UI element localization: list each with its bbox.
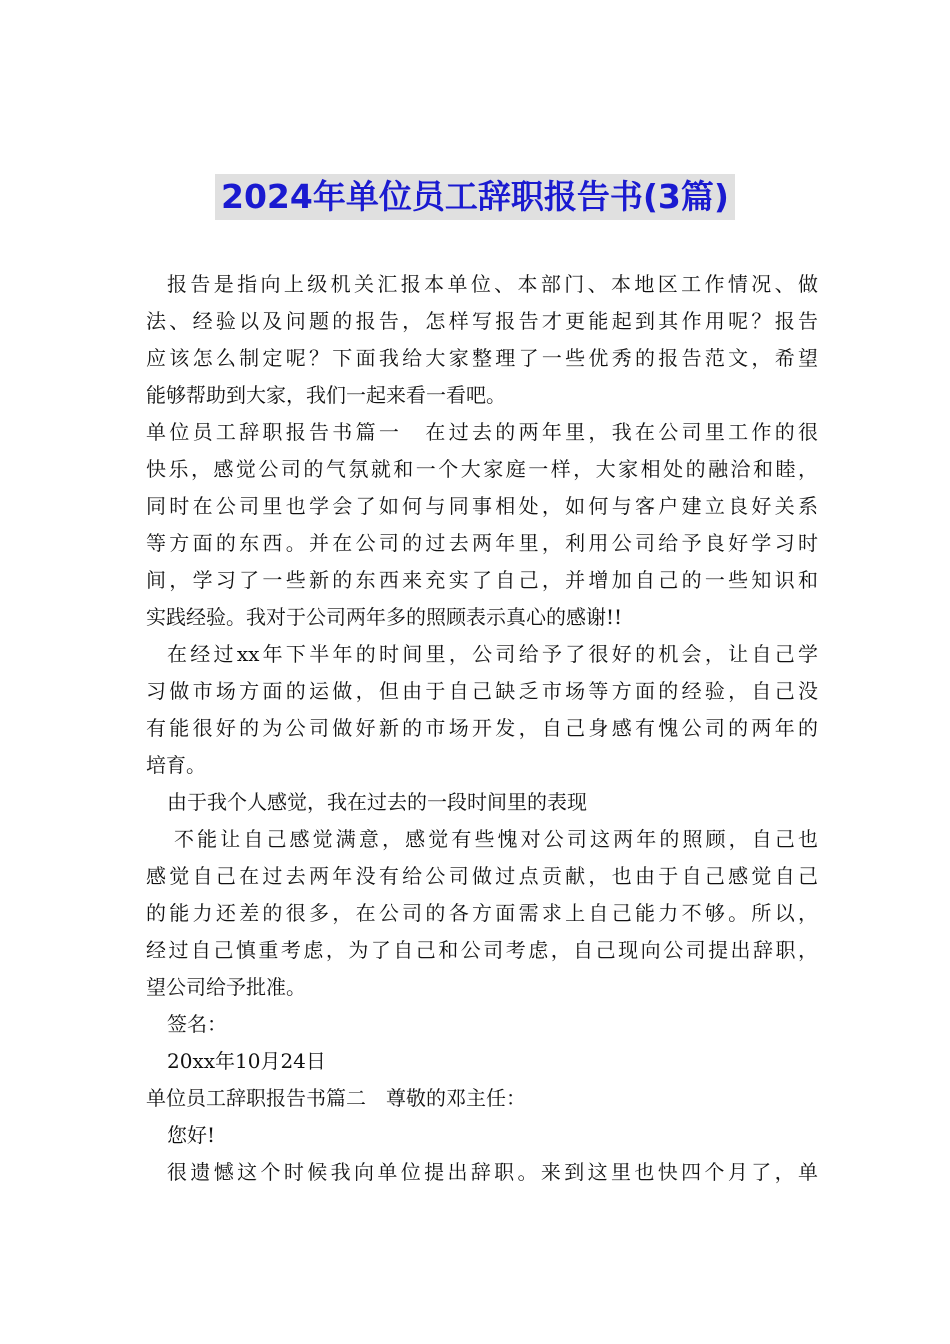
date-line: 20xx年10月24日 <box>167 1049 326 1073</box>
body-line: 不能让自己感觉满意，感觉有些愧对公司这两年的照顾，自己也 <box>174 827 818 851</box>
body-line: 应该怎么制定呢？下面我给大家整理了一些优秀的报告范文，希望 <box>146 346 818 370</box>
title-wrap <box>0 174 950 220</box>
body-line: 在经过xx年下半年的时间里，公司给予了很好的机会，让自己学 <box>167 642 818 666</box>
body-line: 间，学习了一些新的东西来充实了自己，并增加自己的一些知识和 <box>146 568 818 592</box>
document-body <box>146 266 818 1191</box>
body-line: 经过自己慎重考虑，为了自己和公司考虑，自己现向公司提出辞职， <box>146 938 818 962</box>
document-title: 2024年单位员工辞职报告书(3篇) <box>215 174 735 220</box>
greeting-line: 您好! <box>167 1123 216 1147</box>
body-line: 习做市场方面的运做，但由于自己缺乏市场等方面的经验，自己没 <box>146 679 818 703</box>
body-line: 很遗憾这个时候我向单位提出辞职。来到这里也快四个月了，单 <box>167 1160 818 1184</box>
body-line: 感觉自己在过去两年没有给公司做过点贡献，也由于自己感觉自己 <box>146 864 818 888</box>
body-line: 望公司给予批准。 <box>146 975 306 999</box>
body-line: 快乐，感觉公司的气氛就和一个大家庭一样，大家相处的融洽和睦， <box>146 457 818 481</box>
body-line: 培育。 <box>146 753 206 777</box>
section-heading-line: 单位员工辞职报告书篇二 尊敬的邓主任： <box>146 1086 526 1110</box>
body-line: 的能力还差的很多，在公司的各方面需求上自己能力不够。所以， <box>146 901 818 925</box>
body-line: 单位员工辞职报告书篇一 在过去的两年里，我在公司里工作的很 <box>146 420 818 444</box>
signature-label: 签名： <box>167 1012 227 1036</box>
body-line: 报告是指向上级机关汇报本单位、本部门、本地区工作情况、做 <box>167 272 818 296</box>
body-line: 实践经验。我对于公司两年多的照顾表示真心的感谢!! <box>146 605 623 629</box>
body-line: 同时在公司里也学会了如何与同事相处，如何与客户建立良好关系 <box>146 494 818 518</box>
body-line: 能够帮助到大家，我们一起来看一看吧。 <box>146 383 506 407</box>
body-line: 法、经验以及问题的报告，怎样写报告才更能起到其作用呢？报告 <box>146 309 818 333</box>
body-line: 由于我个人感觉，我在过去的一段时间里的表现 <box>167 790 587 814</box>
body-line: 有能很好的为公司做好新的市场开发，自己身感有愧公司的两年的 <box>146 716 818 740</box>
body-line: 等方面的东西。并在公司的过去两年里，利用公司给予良好学习时 <box>146 531 818 555</box>
